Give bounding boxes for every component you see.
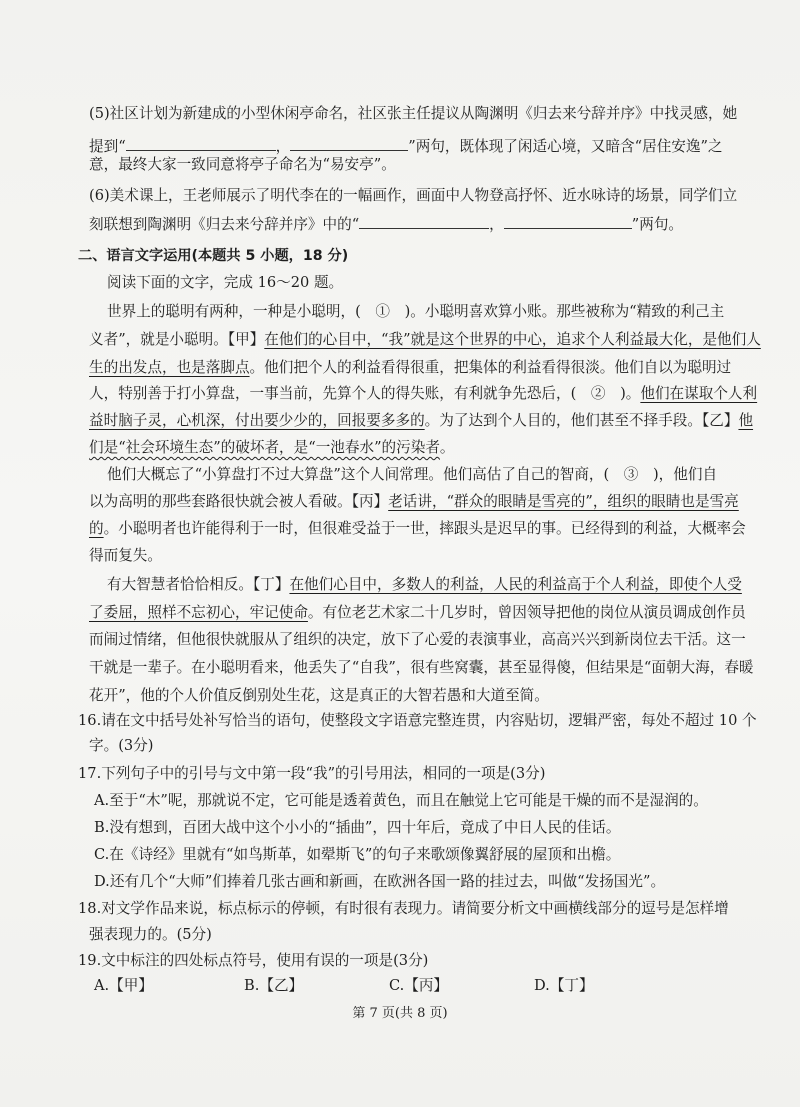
underlined-text: 了委屈，照样不忘初心，牢记使命 xyxy=(89,604,308,621)
q6-prefix: 刻联想到陶渊明《归去来兮辞并序》中的“ xyxy=(89,216,360,233)
underlined-text: 他 xyxy=(738,412,754,429)
q5-line-3: 意，最终大家一致同意将亭子命名为“易安亭”。 xyxy=(89,156,396,173)
mark-jia: 【甲】 xyxy=(227,331,265,348)
passage-text: 。小聪明者也许能得利于一时，但很难受益于一世，摔跟头是迟早的事。已经得到的利益，大概率会 xyxy=(103,520,746,537)
passage-text: 。他们把个人的利益看得很重，把集体的利益看得很淡。他们自以为聪明过 xyxy=(249,359,732,376)
underlined-text: 益时脑子灵，心机深，付出要少少的，回报要多多的 xyxy=(89,412,425,429)
q18-line-2: 强表现力的。(5分) xyxy=(89,926,212,943)
page-footer: 第 7 页(共 8 页) xyxy=(352,1006,448,1021)
underlined-text: 生的出发点，也是落脚点 xyxy=(89,359,250,376)
passage-text: 。为了达到个人目的，他们甚至不择手段。 xyxy=(424,412,702,429)
q17-stem: 17.下列句子中的引号与文中第一段“我”的引号用法，相同的一项是(3分) xyxy=(78,765,546,782)
q18-line-1: 18.对文学作品来说，标点标示的停顿，有时很有表现力。请简要分析文中画横线部分的逗号是怎样增 xyxy=(78,900,729,917)
q5-line-2 xyxy=(89,135,723,157)
q6-suffix: ”两句。 xyxy=(631,216,684,233)
mark-bing: 【丙】 xyxy=(351,493,389,510)
mark-ding: 【丁】 xyxy=(252,576,290,593)
passage-text: 人，特别善于打小算盘，一事当前，先算个人的得失账，有利就争先恐后，( ② )。 xyxy=(89,385,641,402)
passage-p2-line-3 xyxy=(89,519,746,539)
passage-p1-line-3 xyxy=(89,358,731,378)
underlined-text: 的 xyxy=(89,520,104,537)
q5-blank-1[interactable] xyxy=(126,135,276,151)
q16-line-1: 16.请在文中括号处补写恰当的语句，使整段文字语意完整连贯，内容贴切，逻辑严密，每处不超过 10 个 xyxy=(78,712,757,729)
q5-prefix: 提到“ xyxy=(89,138,126,155)
q17-option-c[interactable]: C.在《诗经》里就有“如鸟斯革，如翚斯飞”的句子来歌颂像翼舒展的屋顶和出檐。 xyxy=(94,846,621,863)
passage-p2-line-2 xyxy=(89,492,739,512)
q5-line-1: (5)社区计划为新建成的小型休闲亭命名，社区张主任提议从陶渊明《归去来兮辞并序》中找灵感，她 xyxy=(89,105,738,122)
q6-line-1: (6)美术课上，王老师展示了明代李在的一幅画作，画面中人物登高抒怀、近水咏诗的场景，同学们立 xyxy=(89,187,738,204)
passage-p3-line-4: 干就是一辈子。在小聪明看来，他丢失了“自我”，很有些窝囊，甚至显得傻，但结果是“面朝大海，春暖 xyxy=(89,659,754,676)
q5-suffix: ”两句，既体现了闲适心境，又暗含“居住安逸”之 xyxy=(408,138,723,155)
passage-p3-line-3: 而闹过情绪，但他很快就服从了组织的决定，放下了心爱的表演事业，高高兴兴到新岗位去干活。这一 xyxy=(89,631,746,648)
q6-blank-2[interactable] xyxy=(504,213,632,229)
q19-option-d[interactable]: D.【丁】 xyxy=(534,977,594,994)
q19-option-a[interactable]: A.【甲】 xyxy=(94,977,153,994)
q16-line-2: 字。(3分) xyxy=(89,737,154,754)
passage-text: 。 xyxy=(439,439,455,456)
passage-p2-line-1: 他们大概忘了“小算盘打不过大算盘”这个人间常理。他们高估了自己的智商，( ③ )，他们自 xyxy=(107,466,718,483)
q5-blank-2[interactable] xyxy=(290,135,408,151)
passage-p3-line-2 xyxy=(89,603,746,623)
passage-p1-line-4 xyxy=(89,384,757,404)
q19-option-b[interactable]: B.【乙】 xyxy=(244,977,304,994)
passage-text: 。有位老艺术家二十几岁时，曾因领导把他的岗位从演员调成创作员 xyxy=(307,604,746,621)
underlined-text: 老话讲，“群众的眼睛是雪亮的”，组织的眼睛也是雪亮 xyxy=(388,493,739,510)
section-2-heading: 二、语言文字运用(本题共 5 小题，18 分) xyxy=(78,248,349,264)
passage-p1-line-1: 世界上的聪明有两种，一种是小聪明，( ① )。小聪明喜欢算小账。那些被称为“精致的利己主 xyxy=(107,303,725,320)
q19-stem: 19.文中标注的四处标点符号，使用有误的一项是(3分) xyxy=(78,952,429,969)
q17-option-b[interactable]: B.没有想到，百团大战中这个小小的“插曲”，四十年后，竟成了中日人民的佳话。 xyxy=(94,819,621,836)
underlined-text: 在他们心目中，多数人的利益，人民的利益高于个人利益，即使个人受 xyxy=(289,576,742,593)
passage-p1-line-5 xyxy=(89,411,753,431)
q6-line-2 xyxy=(89,213,683,235)
passage-text: 有大智慧者恰恰相反。 xyxy=(107,576,253,593)
passage-p3-line-5: 花开”，他的个人价值反倒别处生花，这是真正的大智若愚和大道至简。 xyxy=(89,687,549,704)
passage-text: 义者”，就是小聪明。 xyxy=(89,331,228,348)
q17-option-d[interactable]: D.还有几个“大师”们捧着几张古画和新画，在欧洲各国一路的挂过去，叫做“发扬国光”。 xyxy=(94,873,666,890)
underlined-text: 在他们的心目中，“我”就是这个世界的中心，追求个人利益最大化，是他们人 xyxy=(264,331,761,348)
q5-sep: ， xyxy=(275,138,291,155)
q17-option-a[interactable]: A.至于“木”呢，那就说不定，它可能是透着黄色，而且在触觉上它可能是干燥的而不是湿润的。 xyxy=(94,792,708,809)
passage-p2-line-4: 得而复失。 xyxy=(89,547,162,564)
passage-p1-line-2 xyxy=(89,330,761,350)
q19-option-c[interactable]: C.【丙】 xyxy=(389,977,449,994)
passage-p3-line-1 xyxy=(107,575,742,595)
mark-yi: 【乙】 xyxy=(701,412,739,429)
section-2-intro: 阅读下面的文字，完成 16～20 题。 xyxy=(107,274,344,291)
q6-sep: ， xyxy=(489,216,504,233)
passage-p1-line-6 xyxy=(89,438,455,458)
passage-text: 以为高明的那些套路很快就会被人看破。 xyxy=(89,493,352,510)
underlined-text: 们是“社会环境生态”的破坏者，是“一池春水”的污染者 xyxy=(89,439,440,456)
underlined-text: 他们在谋取个人利 xyxy=(640,385,758,402)
q6-blank-1[interactable] xyxy=(359,213,489,229)
